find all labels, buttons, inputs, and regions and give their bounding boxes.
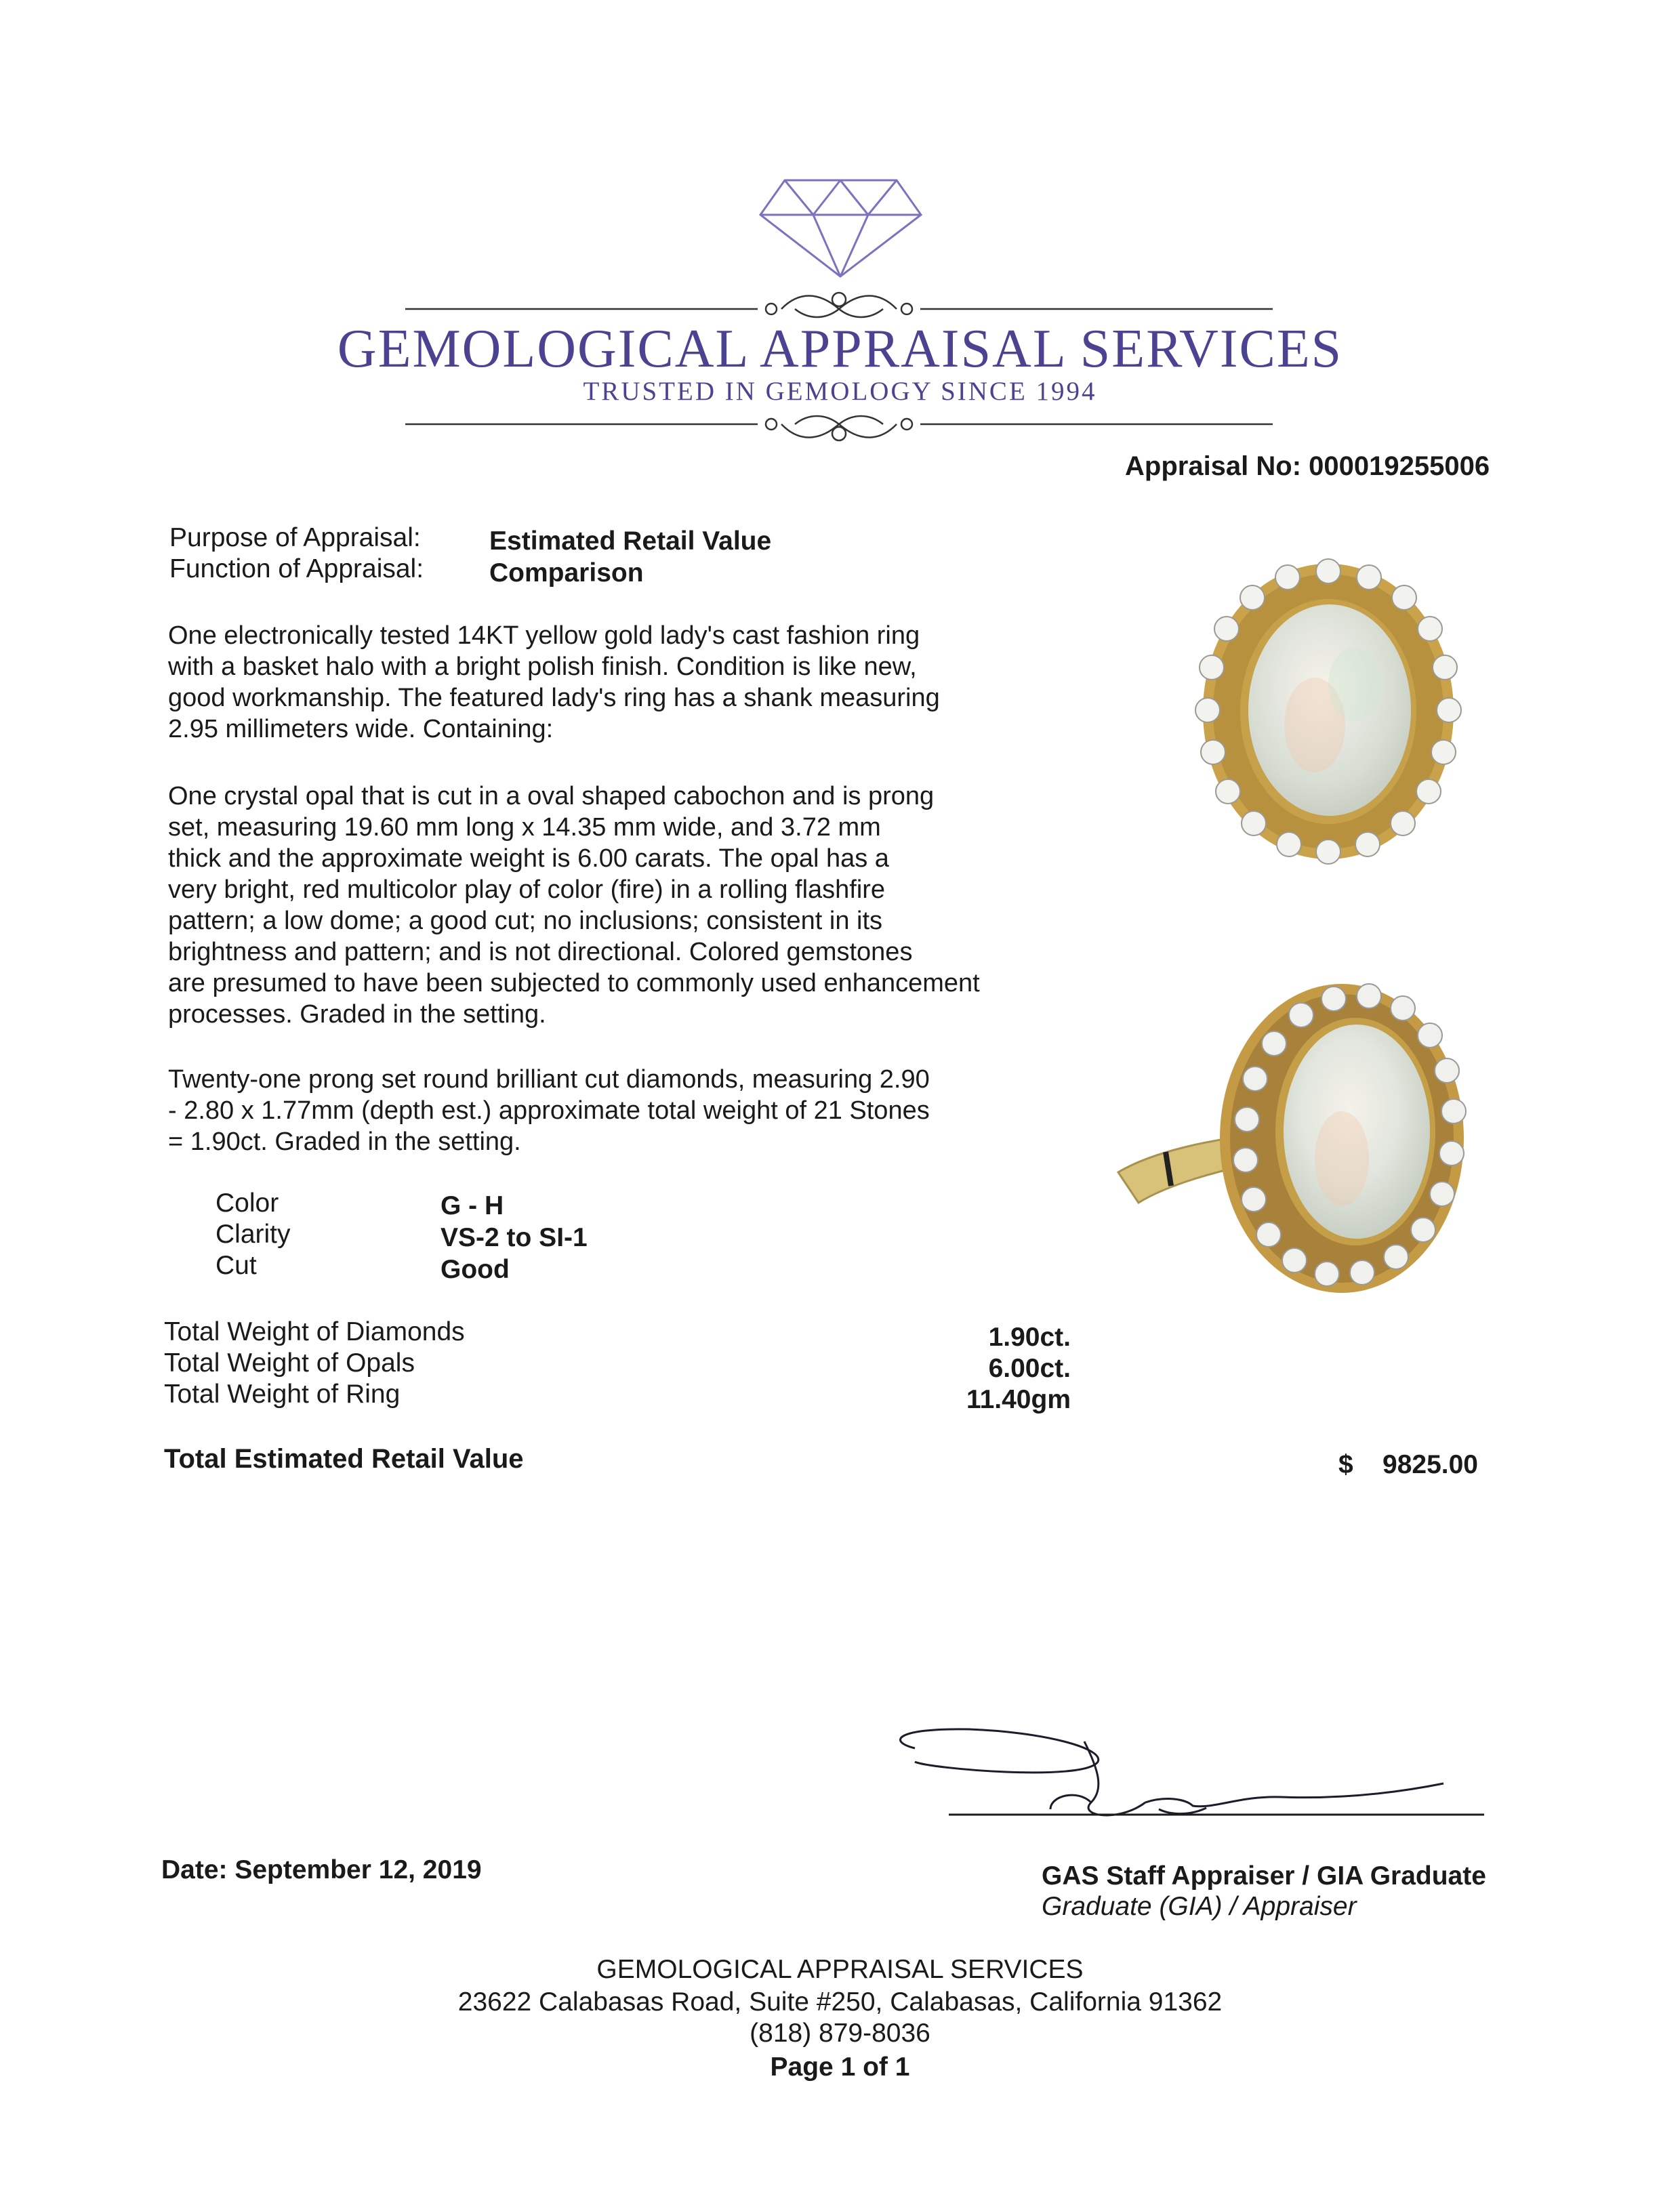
grade-value-cut: Good [441,1255,510,1284]
opal-description [168,781,980,1030]
text-line: brightness and pattern; and is not directional. Colored gemstones [168,938,913,966]
text-line: 2.95 millimeters wide. Containing: [168,715,554,743]
text-line: Twenty-one prong set round brilliant cut diamonds, measuring 2.90 [168,1065,930,1094]
total-diamonds-label: Total Weight of Diamonds [164,1317,465,1346]
purpose-value: Estimated Retail Value [489,527,772,556]
footer-company: GEMOLOGICAL APPRAISAL SERVICES [596,1955,1084,1984]
company-logo-title: GEMOLOGICAL APPRAISAL SERVICES [337,319,1343,379]
text-line: = 1.90ct. Graded in the setting. [168,1128,521,1156]
grade-label-cut: Cut [216,1251,257,1280]
text-line: good workmanship. The featured lady's ring has a shank measuring [168,684,940,712]
appraisal-date: Date: September 12, 2019 [161,1855,482,1884]
logo-bottom-divider [405,409,1273,450]
total-ring-label: Total Weight of Ring [164,1380,401,1409]
total-opals-value: 6.00ct. [988,1354,1071,1383]
text-line: set, measuring 19.60 mm long x 14.35 mm wide, and 3.72 mm [168,813,881,842]
purpose-label: Purpose of Appraisal: [169,523,421,552]
retail-currency: $ [1338,1450,1353,1479]
text-line: thick and the approximate weight is 6.00 carats. The opal has a [168,844,889,873]
page-number: Page 1 of 1 [770,2052,910,2082]
retail-amount: 9825.00 [1382,1450,1478,1479]
text-line: One crystal opal that is cut in a oval shaped cabochon and is prong [168,782,935,810]
appraiser-title: GAS Staff Appraiser / GIA Graduate [1042,1861,1486,1891]
appraisal-number: Appraisal No: 000019255006 [1125,451,1490,481]
footer-phone: (818) 879-8036 [750,2019,930,2048]
footer-address: 23622 Calabasas Road, Suite #250, Calabasas, California 91362 [457,1987,1223,2017]
appraiser-signature [874,1721,1504,1843]
ring-top-view-photo [1166,549,1491,874]
text-line: processes. Graded in the setting. [168,1000,546,1029]
text-line: - 2.80 x 1.77mm (depth est.) approximate total weight of 21 Stones [168,1096,930,1125]
text-line: pattern; a low dome; a good cut; no inclusions; consistent in its [168,907,883,935]
text-line: are presumed to have been subjected to commonly used enhancement [168,969,980,997]
text-line: One electronically tested 14KT yellow gold lady's cast fashion ring [168,621,920,650]
total-ring-value: 11.40gm [966,1385,1071,1414]
retail-value-label: Total Estimated Retail Value [164,1444,524,1474]
appraiser-subtitle: Graduate (GIA) / Appraiser [1042,1892,1357,1921]
ring-description [168,620,940,745]
ring-side-view-photo [1111,969,1504,1301]
total-diamonds-value: 1.90ct. [988,1323,1071,1352]
function-label: Function of Appraisal: [169,554,424,583]
text-line: very bright, red multicolor play of color (fire) in a rolling flashfire [168,875,886,904]
function-value: Comparison [489,558,644,587]
text-line: with a basket halo with a bright polish finish. Condition is like new, [168,653,917,681]
grade-label-clarity: Clarity [216,1220,291,1249]
diamond-logo-icon [758,178,924,279]
total-opals-label: Total Weight of Opals [164,1348,415,1378]
company-tagline: TRUSTED IN GEMOLOGY SINCE 1994 [583,377,1097,406]
grade-value-clarity: VS-2 to SI-1 [441,1223,588,1252]
grade-label-color: Color [216,1189,279,1218]
grade-value-color: G - H [441,1191,504,1220]
diamond-description [168,1064,930,1157]
